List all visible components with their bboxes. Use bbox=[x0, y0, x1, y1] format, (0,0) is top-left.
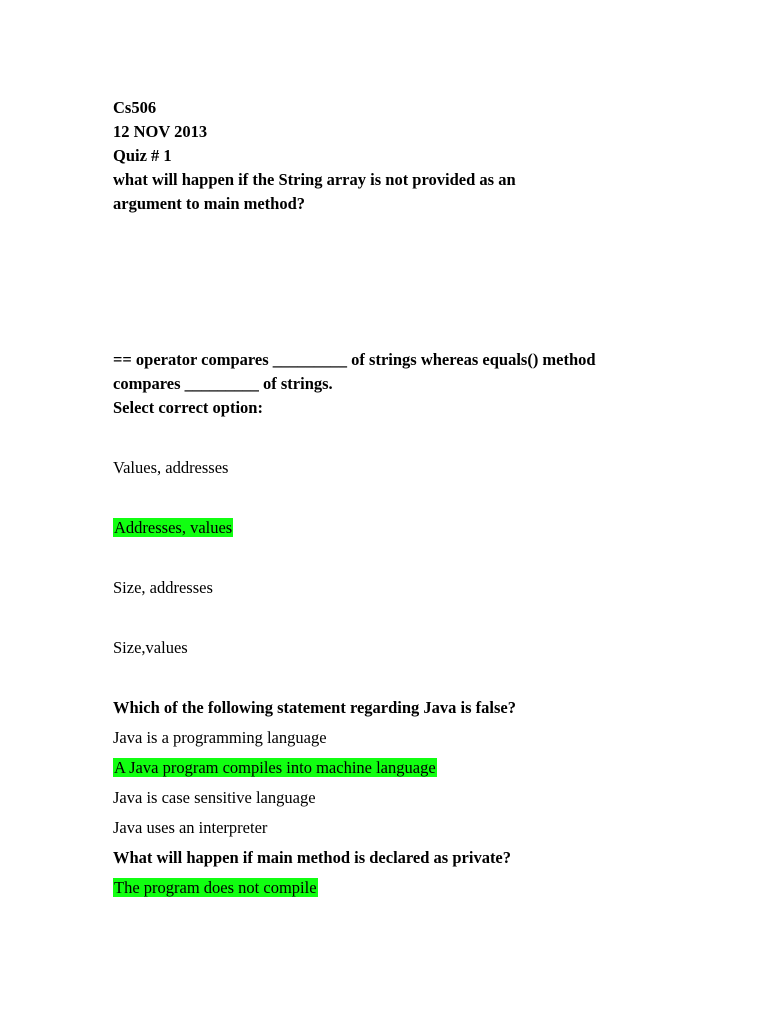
question-2-instruction: Select correct option: bbox=[113, 398, 263, 417]
q2-option-3: Size, addresses bbox=[113, 578, 213, 597]
q3-option-1: Java is a programming language bbox=[113, 728, 327, 747]
q4-answer-correct bbox=[113, 876, 713, 900]
q3-option-4: Java uses an interpreter bbox=[113, 818, 268, 837]
q3-option-2-correct bbox=[113, 756, 713, 780]
quiz-date: 12 NOV 2013 bbox=[113, 122, 208, 141]
correct-answer-highlight: The program does not compile bbox=[114, 878, 317, 897]
question-2-line-2: compares _________ of strings. bbox=[113, 374, 333, 393]
correct-answer-highlight: Addresses, values bbox=[114, 518, 233, 537]
quiz-number: Quiz # 1 bbox=[113, 146, 172, 165]
question-4: What will happen if main method is declared as private? bbox=[113, 848, 512, 867]
q2-option-1: Values, addresses bbox=[113, 458, 229, 477]
question-1-line-1: what will happen if the String array is not provided as an bbox=[113, 170, 516, 189]
q3-option-3: Java is case sensitive language bbox=[113, 788, 316, 807]
q2-option-2-correct bbox=[113, 516, 713, 540]
question-1-line-2: argument to main method? bbox=[113, 194, 306, 213]
question-2-line-1: == operator compares _________ of strings whereas equals() method bbox=[113, 350, 596, 369]
quiz-document bbox=[113, 96, 713, 900]
correct-answer-highlight: A Java program compiles into machine language bbox=[114, 758, 436, 777]
q2-option-4: Size,values bbox=[113, 638, 188, 657]
course-code: Cs506 bbox=[113, 98, 157, 117]
question-3: Which of the following statement regarding Java is false? bbox=[113, 698, 517, 717]
